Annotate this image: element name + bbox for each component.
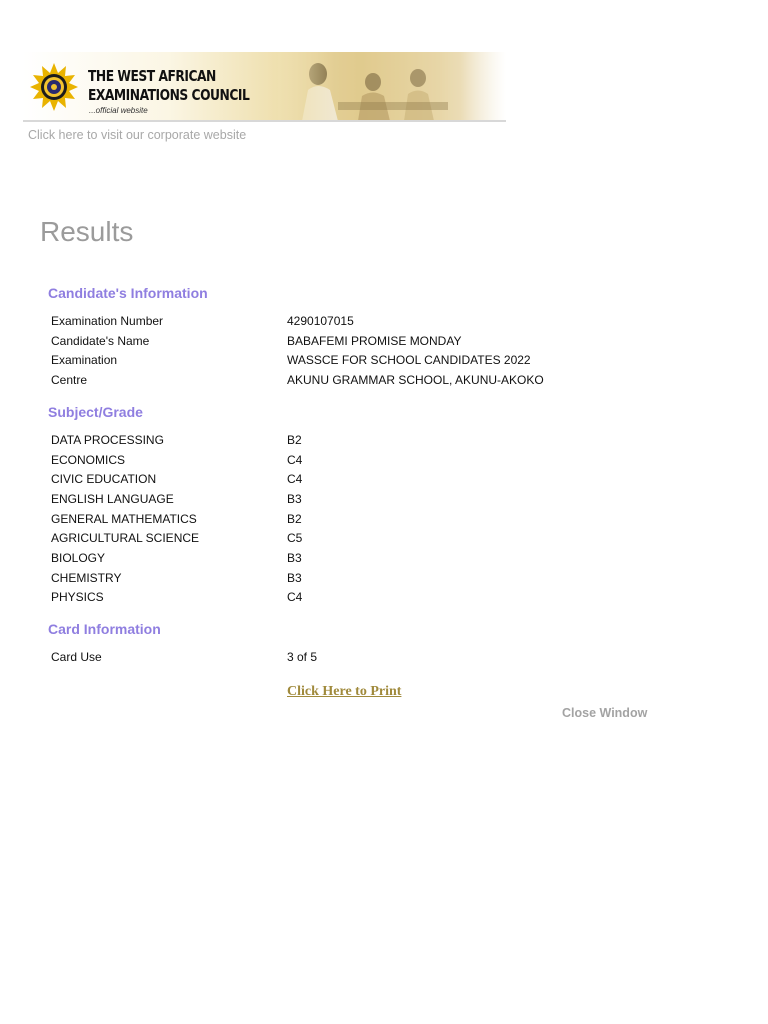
- subject-row: [51, 453, 651, 471]
- subject-grade: C5: [287, 531, 303, 545]
- banner-photo: [278, 52, 506, 121]
- row-label: Card Use: [51, 650, 102, 664]
- subject-grade: C4: [287, 453, 303, 467]
- banner-divider: [23, 120, 506, 122]
- candidate-row-examination: [51, 353, 651, 371]
- subject-name: ENGLISH LANGUAGE: [51, 492, 174, 506]
- subject-name: ECONOMICS: [51, 453, 126, 467]
- row-value: AKUNU GRAMMAR SCHOOL, AKUNU-AKOKO: [287, 373, 544, 387]
- row-label: Examination Number: [51, 314, 164, 328]
- subject-row: [51, 551, 651, 569]
- subject-name: GENERAL MATHEMATICS: [51, 512, 197, 526]
- subject-name: DATA PROCESSING: [51, 433, 164, 447]
- subject-grade: C4: [287, 590, 303, 604]
- org-name-line-1: THE WEST AFRICAN: [88, 67, 216, 85]
- subject-row: [51, 590, 651, 608]
- subject-name: BIOLOGY: [51, 551, 106, 565]
- subject-row: [51, 433, 651, 451]
- org-tagline: ...official website: [89, 106, 148, 115]
- subject-row: [51, 512, 651, 530]
- row-value: 3 of 5: [287, 650, 318, 664]
- waec-banner[interactable]: [23, 52, 506, 121]
- card-row-use: [51, 650, 651, 668]
- subject-name: CHEMISTRY: [51, 571, 122, 585]
- row-label: Examination: [51, 353, 118, 367]
- org-name-line-2: EXAMINATIONS COUNCIL: [88, 86, 250, 104]
- candidate-row-name: [51, 334, 651, 352]
- row-label: Centre: [51, 373, 88, 387]
- page-title: Results: [40, 216, 134, 247]
- subject-grade: B3: [287, 551, 302, 565]
- candidate-row-centre: [51, 373, 651, 391]
- subject-row: [51, 571, 651, 589]
- print-link[interactable]: Click Here to Print: [287, 684, 402, 699]
- subject-grade: B2: [287, 512, 302, 526]
- row-value: WASSCE FOR SCHOOL CANDIDATES 2022: [287, 353, 531, 367]
- candidate-row-exam-number: [51, 314, 651, 332]
- subject-name: AGRICULTURAL SCIENCE: [51, 531, 200, 545]
- row-value: 4290107015: [287, 314, 354, 328]
- corporate-website-link[interactable]: Click here to visit our corporate website: [28, 128, 247, 142]
- subject-grade: C4: [287, 472, 303, 486]
- row-value: BABAFEMI PROMISE MONDAY: [287, 334, 462, 348]
- subject-row: [51, 472, 651, 490]
- candidate-info-heading: Candidate's Information: [48, 285, 208, 301]
- row-label: Candidate's Name: [51, 334, 150, 348]
- subject-grade-heading: Subject/Grade: [48, 404, 143, 420]
- waec-seal-icon: [30, 63, 78, 111]
- subject-grade: B3: [287, 571, 302, 585]
- subject-row: [51, 531, 651, 549]
- close-window-link[interactable]: Close Window: [562, 706, 648, 720]
- subject-grade: B3: [287, 492, 302, 506]
- subject-grade: B2: [287, 433, 302, 447]
- card-info-heading: Card Information: [48, 621, 161, 637]
- subject-name: CIVIC EDUCATION: [51, 472, 157, 486]
- subject-name: PHYSICS: [51, 590, 104, 604]
- subject-row: [51, 492, 651, 510]
